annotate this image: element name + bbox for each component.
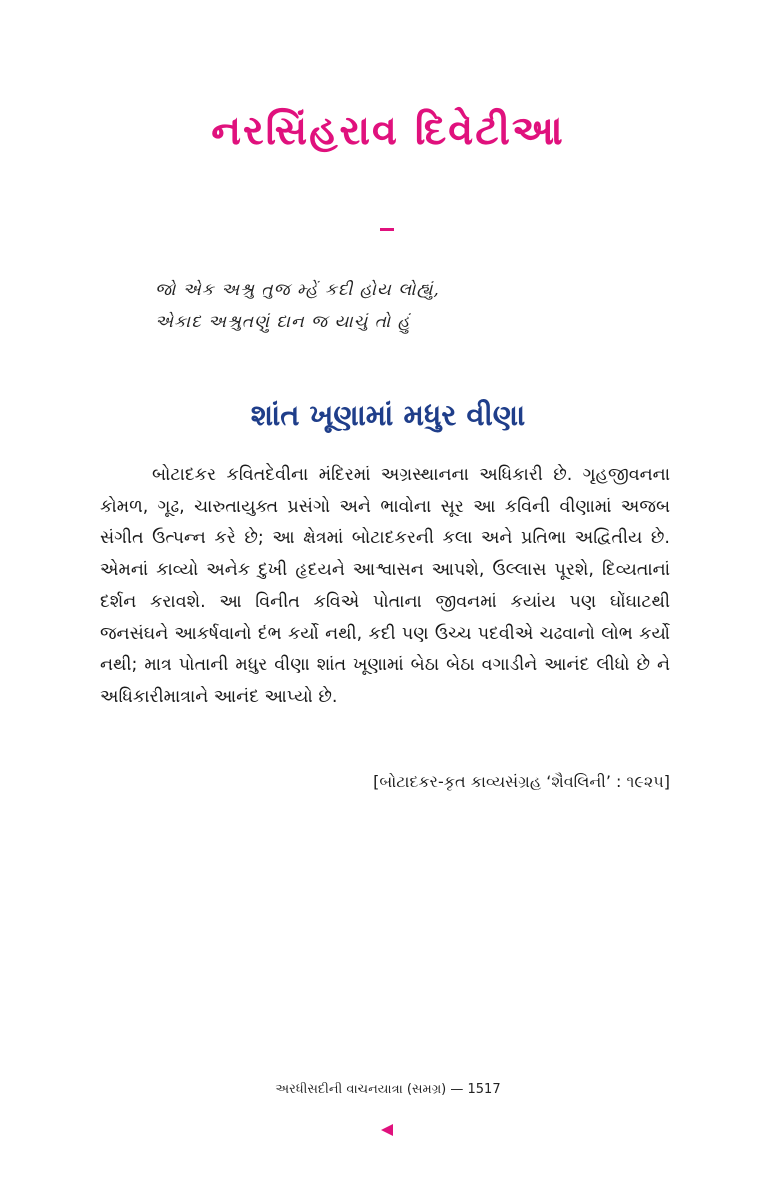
author-title: નરસિંહરાવ દિવેટીઆ xyxy=(211,108,565,154)
verse-epigraph xyxy=(155,274,695,338)
previous-page-arrow-icon[interactable] xyxy=(381,1124,393,1136)
verse-line: જો એક અશ્રુ તુજ મ્હેં કદી હોય લોહ્યું, xyxy=(155,280,440,300)
separator-dash xyxy=(380,228,394,231)
verse-line: એકાદ અશ્રુતણું દાન જ યાચું તો હું xyxy=(155,312,411,332)
article-paragraph: બોટાદકર કવિતદેવીના મંદિરમાં અગ્રસ્થાનના અધિકારી છે. ગૃહજીવનના કોમળ, ગૂઢ, ચારુતાયુક્ત પ્રસંગો અને ભાવોના સૂર આ કવિની વીણામાં અજબ સંગીત ઉત્પન્ન કરે છે; આ ક્ષેત્રમાં બોટાદકરની કલા અને પ્રતિભા અદ્વિતીય છે. એમનાં કાવ્યો અનેક દુખી હૃદયને આશ્વાસન આપશે, ઉલ્લાસ પૂરશે, દિવ્યતાનાં દર્શન કરાવશે. આ વિનીત કવિએ પોતાના જીવનમાં કયાંય પણ ઘોંઘાટથી જનસંઘને આકર્ષવાનો દંભ કર્યો નથી, કદી પણ ઉચ્ચ પદવીએ ચઢવાનો લોભ કર્યો નથી; માત્ર પોતાની મધુર વીણા શાંત ખૂણામાં બેઠા બેઠા વગાડીને આનંદ લીધો છે ને અધિકારીમાત્રાને આનંદ આપ્યો છે. xyxy=(100,465,670,707)
article-body xyxy=(100,460,670,714)
section-title: શાંત ખૂણામાં મધુર વીણા xyxy=(250,398,526,432)
page-footer: અરધીસદીની વાચનયાત્રા (સમગ્ર) — 1517 xyxy=(275,1082,501,1097)
source-citation: [બોટાદકર-કૃત કાવ્યસંગ્રહ ‘શૈવલિની’ : ૧૯૨૫] xyxy=(373,772,670,791)
